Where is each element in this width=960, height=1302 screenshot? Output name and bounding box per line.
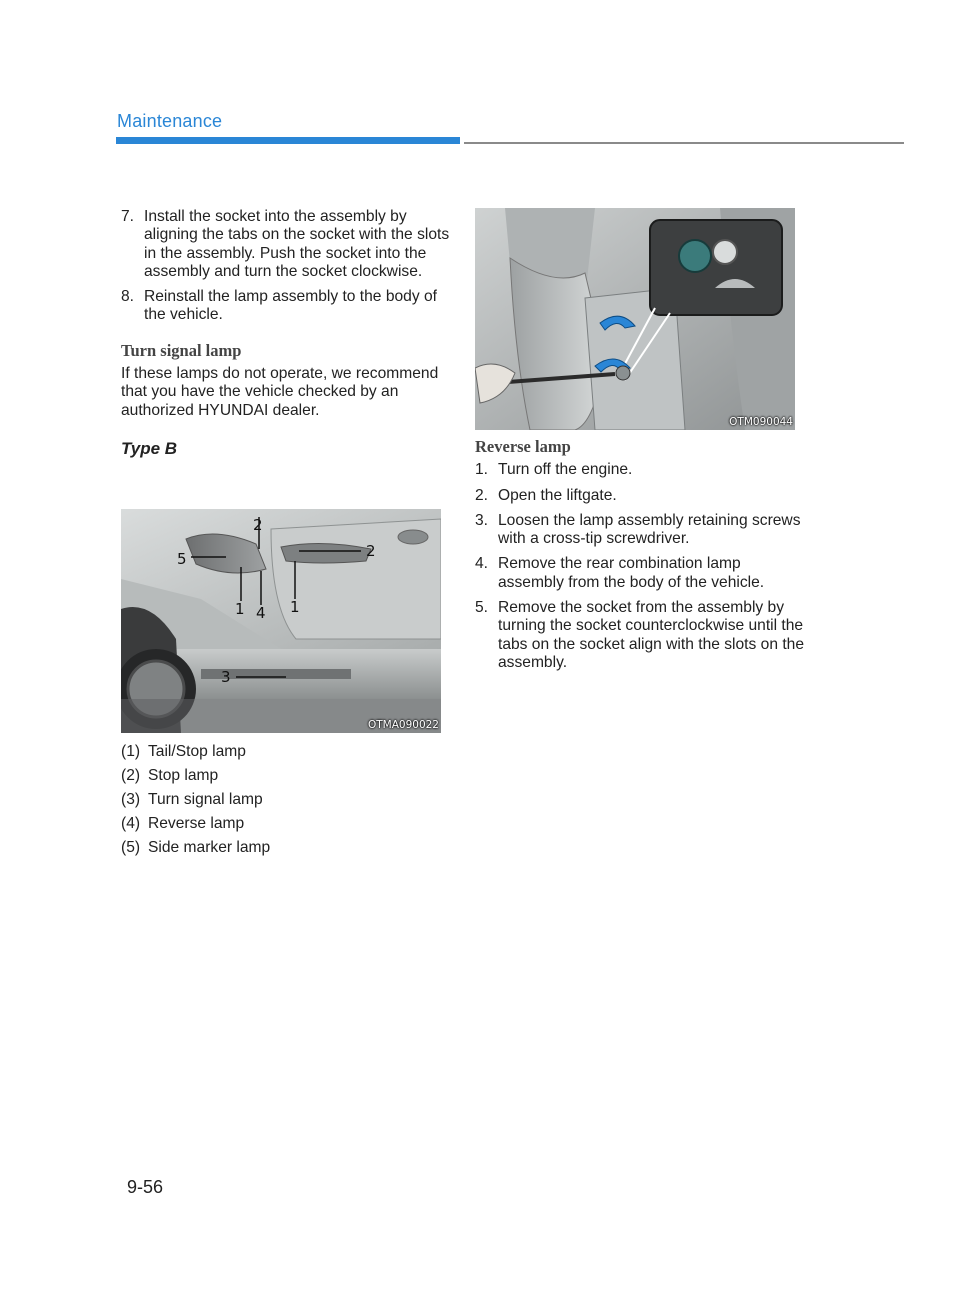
callout-label: 2 bbox=[253, 516, 263, 534]
left-column bbox=[121, 208, 451, 458]
step-text: Install the socket into the assembly by aligning the tabs on the socket with the slots in the assembly. Push the socket into the assembly and turn the socket clockwise. bbox=[144, 208, 450, 280]
callout-label: 5 bbox=[177, 550, 187, 568]
legend-item bbox=[121, 812, 270, 836]
step-number: 5. bbox=[475, 599, 489, 617]
legend-number: (5) bbox=[121, 839, 141, 856]
step-number: 2. bbox=[475, 486, 489, 504]
callout-label: 1 bbox=[290, 598, 300, 616]
step-item bbox=[475, 555, 805, 592]
legend-item bbox=[121, 788, 270, 812]
callout-label: 2 bbox=[366, 542, 376, 560]
legend-item bbox=[121, 836, 270, 860]
step-item bbox=[475, 461, 805, 479]
step-number: 3. bbox=[475, 511, 489, 529]
figure-code: OTM090044 bbox=[729, 416, 793, 428]
right-column bbox=[475, 438, 805, 679]
callout-label: 3 bbox=[221, 668, 231, 686]
step-text: Turn off the engine. bbox=[498, 461, 633, 479]
figure-code: OTMA090022 bbox=[367, 719, 439, 731]
step-number: 7. bbox=[121, 208, 135, 225]
page-number: 9-56 bbox=[127, 1177, 164, 1197]
step-item bbox=[121, 288, 451, 325]
legend-text: Turn signal lamp bbox=[148, 791, 263, 808]
turn-signal-body: If these lamps do not operate, we recommend that you have the vehicle checked by an authorized HYUNDAI dealer. bbox=[121, 365, 439, 419]
step-text: Reinstall the lamp assembly to the body of the vehicle. bbox=[144, 288, 437, 324]
step-text: Remove the socket from the assembly by turning the socket counterclockwise until the tabs on the socket align with the slots on the assembly. bbox=[498, 599, 804, 671]
step-number: 1. bbox=[475, 461, 489, 479]
callout-label: 4 bbox=[256, 604, 266, 622]
step-item bbox=[121, 208, 451, 281]
reverse-lamp-heading: Reverse lamp bbox=[475, 437, 571, 456]
turn-signal-heading: Turn signal lamp bbox=[121, 340, 242, 360]
legend-number: (1) bbox=[121, 743, 141, 760]
legend-number: (4) bbox=[121, 815, 141, 832]
legend-item bbox=[121, 764, 270, 788]
step-item bbox=[475, 599, 805, 672]
socket-removal-illustration bbox=[475, 208, 795, 430]
callout-label: 1 bbox=[235, 600, 245, 618]
legend-text: Reverse lamp bbox=[148, 815, 245, 832]
step-number: 8. bbox=[121, 288, 135, 306]
type-b-heading: Type B bbox=[121, 438, 178, 458]
header-accent-bar bbox=[116, 137, 460, 144]
step-item bbox=[475, 487, 805, 505]
socket-removal-figure bbox=[475, 208, 795, 430]
lamp-legend bbox=[121, 740, 270, 860]
legend-text: Stop lamp bbox=[148, 767, 219, 784]
step-text: Open the liftgate. bbox=[498, 486, 617, 504]
rear-lamps-figure bbox=[121, 509, 441, 733]
vehicle-rear-illustration bbox=[121, 509, 441, 733]
legend-number: (3) bbox=[121, 791, 141, 808]
legend-text: Tail/Stop lamp bbox=[148, 743, 246, 760]
header-rule bbox=[464, 142, 904, 144]
step-text: Remove the rear combination lamp assembly from the body of the vehicle. bbox=[498, 555, 765, 591]
legend-text: Side marker lamp bbox=[148, 839, 271, 856]
step-text: Loosen the lamp assembly retaining screws with a cross-tip screwdriver. bbox=[498, 511, 801, 548]
section-title: Maintenance bbox=[117, 111, 223, 131]
legend-number: (2) bbox=[121, 767, 141, 784]
step-number: 4. bbox=[475, 555, 489, 573]
step-item bbox=[475, 512, 805, 549]
legend-item bbox=[121, 740, 270, 764]
